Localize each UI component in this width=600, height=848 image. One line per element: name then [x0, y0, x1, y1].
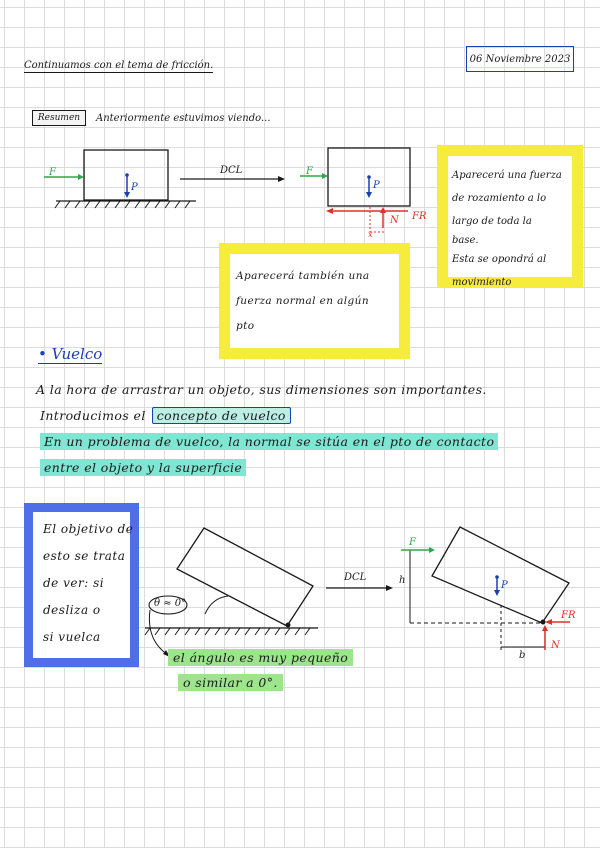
angle-note-line-2: o similar a 0°.	[178, 674, 283, 691]
label-friction-1: FR	[412, 211, 427, 222]
body-line-2	[40, 408, 291, 423]
label-angle: θ ≈ 0°	[154, 598, 187, 609]
label-x-mark: x	[368, 230, 373, 239]
tilted-block-dcl	[432, 527, 569, 623]
ground-hatch-left	[55, 201, 190, 208]
objective-text	[43, 516, 139, 651]
objective-line: de ver: si	[43, 576, 105, 590]
note-normal-text	[236, 264, 401, 339]
teal-highlight-2: entre el objeto y la superficie	[40, 459, 246, 476]
concept-highlight: concepto de vuelco	[152, 407, 291, 424]
note-friction-text	[452, 164, 576, 294]
note-friction-line: largo de toda la	[452, 216, 532, 227]
note-friction-line: Esta se opondrá al	[452, 254, 547, 265]
label-height: h	[399, 575, 406, 586]
resumen-tag: Resumen	[32, 110, 86, 126]
label-force-2: F	[409, 537, 416, 548]
angle-pointer	[149, 610, 168, 655]
label-normal-1: N	[390, 215, 399, 226]
label-normal-2: N	[551, 640, 560, 651]
section-title-vuelco	[38, 345, 102, 363]
note-friction-line: de rozamiento a lo	[452, 193, 547, 204]
angle-note-line-1: el ángulo es muy pequeño	[168, 649, 353, 666]
objective-line: esto se trata	[43, 549, 126, 563]
date-box: 06 Noviembre 2023	[466, 46, 574, 72]
section-title-text: • Vuelco	[38, 345, 103, 363]
page-heading: Continuamos con el tema de fricción.	[24, 60, 214, 71]
body-line-1: A la hora de arrastrar un objeto, sus dimensiones son importantes.	[36, 382, 487, 397]
objective-box	[24, 503, 139, 667]
teal-highlight-1: En un problema de vuelco, la normal se sitúa en el pto de contacto	[40, 433, 498, 450]
label-weight-left: P	[131, 182, 138, 193]
note-normal-line: Aparecerá también una	[236, 270, 370, 282]
note-normal-line: pto	[236, 320, 255, 332]
ground-hatch-tilted	[145, 628, 310, 635]
label-dcl-1: DCL	[220, 165, 243, 176]
angle-arc	[205, 596, 228, 614]
resumen-intro: Anteriormente estuvimos viendo...	[96, 113, 271, 124]
note-normal-box	[219, 243, 410, 359]
body-line-4	[40, 460, 246, 475]
label-base: b	[519, 650, 526, 661]
note-normal-line: fuerza normal en algún	[236, 295, 370, 307]
label-force-right: F	[306, 166, 313, 177]
note-friction-box	[437, 145, 583, 288]
note-friction-line: movimiento	[452, 277, 512, 288]
note-friction-line: Aparecerá una fuerza	[452, 170, 562, 181]
label-force-left: F	[49, 167, 56, 178]
label-weight-right: P	[373, 180, 380, 191]
objective-line: si vuelca	[43, 630, 101, 644]
tilted-block	[177, 528, 313, 626]
label-weight-2: P	[501, 580, 508, 591]
note-friction-line: base.	[452, 235, 479, 246]
label-dcl-2: DCL	[344, 572, 367, 583]
body-line-2-prefix: Introducimos el	[40, 408, 146, 423]
body-line-3	[40, 434, 498, 449]
objective-line: desliza o	[43, 603, 101, 617]
label-friction-2: FR	[561, 610, 576, 621]
objective-line: El objetivo de	[43, 522, 134, 536]
